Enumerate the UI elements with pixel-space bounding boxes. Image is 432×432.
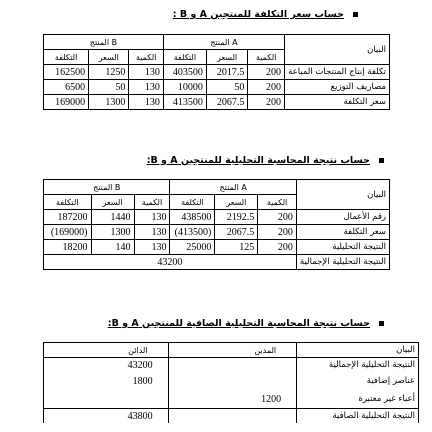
a-total-cell: 403500 bbox=[163, 65, 206, 80]
row-label: النتيجة التحليلية bbox=[296, 240, 389, 255]
b-price-cell: 1440 bbox=[91, 210, 134, 225]
b-qty-cell: 130 bbox=[134, 225, 170, 240]
net-result-table bbox=[43, 342, 419, 423]
b-qty-cell: 130 bbox=[134, 240, 170, 255]
table-row bbox=[44, 95, 390, 110]
b-price-cell: 50 bbox=[89, 80, 129, 95]
credit-cell: 43800 bbox=[44, 409, 169, 424]
debit-cell bbox=[168, 409, 297, 424]
a-qty-cell: 200 bbox=[248, 65, 285, 80]
b-price-cell: 140 bbox=[91, 240, 134, 255]
row-label: أعباء غير معتبرة bbox=[297, 390, 419, 409]
row-label: مصاريف التوزيع bbox=[285, 80, 390, 95]
label-header: البيان bbox=[285, 35, 390, 65]
product-a-header: المنتج A bbox=[163, 35, 284, 50]
b-qty-cell: 130 bbox=[129, 95, 163, 110]
section-3-heading: حساب نتيجة المحاسبة التحليلية الصافية للمنتجين A و B: bbox=[108, 318, 384, 329]
a-total-cell: (413500) bbox=[170, 225, 215, 240]
col-qty-header: الكمية bbox=[258, 195, 297, 210]
row-label: النتيجة التحليلية الإجمالية bbox=[296, 255, 389, 270]
col-price-header: السعر bbox=[89, 50, 129, 65]
section-1-heading: حساب سعر التكلفة للمنتجين A و B : bbox=[173, 9, 358, 20]
a-price-cell: 2067.5 bbox=[206, 95, 248, 110]
a-total-cell: 25000 bbox=[170, 240, 215, 255]
credit-cell: 43200 bbox=[44, 358, 169, 373]
credit-cell bbox=[44, 390, 169, 409]
a-total-cell: 438500 bbox=[170, 210, 215, 225]
row-label: سعر التكلفة bbox=[285, 95, 390, 110]
col-debit-header: المدين bbox=[168, 343, 297, 358]
row-label: عناصر إضافية bbox=[297, 372, 419, 390]
b-qty-cell: 130 bbox=[129, 65, 163, 80]
a-price-cell: 2067.5 bbox=[215, 225, 258, 240]
row-label: تكلفة إنتاج المنتجات المباعة bbox=[285, 65, 390, 80]
col-price-header: السعر bbox=[206, 50, 248, 65]
analytical-result-table bbox=[43, 179, 390, 270]
table-row bbox=[44, 255, 390, 270]
a-qty-cell: 200 bbox=[258, 210, 297, 225]
b-qty-cell: 130 bbox=[129, 80, 163, 95]
col-price-header: السعر bbox=[215, 195, 258, 210]
section-2-heading: حساب نتيجة المحاسبة التحليلية للمنتجين A و B: bbox=[147, 155, 384, 166]
row-label: سعر التكلفة bbox=[296, 225, 389, 240]
b-qty-cell: 130 bbox=[134, 210, 170, 225]
col-total-header: التكلفة bbox=[44, 195, 92, 210]
bullet-icon bbox=[379, 158, 384, 163]
row-label: رقم الأعمال bbox=[296, 210, 389, 225]
a-price-cell: 50 bbox=[206, 80, 248, 95]
table-row bbox=[44, 390, 419, 409]
b-price-cell: 1250 bbox=[89, 65, 129, 80]
table-row bbox=[44, 372, 419, 390]
bullet-icon bbox=[379, 321, 384, 326]
col-total-header: التكلفة bbox=[170, 195, 215, 210]
b-total-cell: 187200 bbox=[44, 210, 92, 225]
table-row bbox=[44, 210, 390, 225]
b-price-cell: 1300 bbox=[91, 225, 134, 240]
cost-price-table bbox=[43, 34, 390, 110]
a-qty-cell: 200 bbox=[258, 225, 297, 240]
col-qty-header: الكمية bbox=[134, 195, 170, 210]
table-row bbox=[44, 65, 390, 80]
product-a-header: المنتج A bbox=[170, 180, 296, 195]
row-label: النتيجة التحليلية الصافية bbox=[297, 409, 419, 424]
col-qty-header: الكمية bbox=[248, 50, 285, 65]
col-total-header: التكلفة bbox=[163, 50, 206, 65]
table-row bbox=[44, 409, 419, 424]
a-qty-cell: 200 bbox=[248, 80, 285, 95]
b-total-cell: 6500 bbox=[44, 80, 89, 95]
col-label-header: البيان bbox=[297, 343, 419, 358]
table-row bbox=[44, 240, 390, 255]
row-label: النتيجة التحليلية الإجمالية bbox=[297, 358, 419, 373]
a-price-cell: 2192.5 bbox=[215, 210, 258, 225]
total-result-value: 43200 bbox=[44, 255, 297, 270]
debit-cell bbox=[168, 372, 297, 390]
b-total-cell: 169000 bbox=[44, 95, 89, 110]
debit-cell bbox=[168, 358, 297, 373]
product-b-header: المنتج B bbox=[44, 180, 170, 195]
a-qty-cell: 200 bbox=[248, 95, 285, 110]
a-price-cell: 2017.5 bbox=[206, 65, 248, 80]
a-total-cell: 413500 bbox=[163, 95, 206, 110]
a-total-cell: 10000 bbox=[163, 80, 206, 95]
a-qty-cell: 200 bbox=[258, 240, 297, 255]
b-total-cell: 162500 bbox=[44, 65, 89, 80]
debit-cell: 1200 bbox=[168, 390, 297, 409]
product-b-header: المنتج B bbox=[44, 35, 164, 50]
col-price-header: السعر bbox=[91, 195, 134, 210]
b-price-cell: 1300 bbox=[89, 95, 129, 110]
table-row bbox=[44, 225, 390, 240]
b-total-cell: (169000) bbox=[44, 225, 92, 240]
credit-cell: 1800 bbox=[44, 372, 169, 390]
col-qty-header: الكمية bbox=[129, 50, 163, 65]
b-total-cell: 18200 bbox=[44, 240, 92, 255]
label-header: البيان bbox=[296, 180, 389, 210]
table-row bbox=[44, 358, 419, 373]
col-total-header: التكلفة bbox=[44, 50, 89, 65]
a-price-cell: 125 bbox=[215, 240, 258, 255]
table-row bbox=[44, 80, 390, 95]
bullet-icon bbox=[353, 12, 358, 17]
col-credit-header: الدائن bbox=[44, 343, 169, 358]
